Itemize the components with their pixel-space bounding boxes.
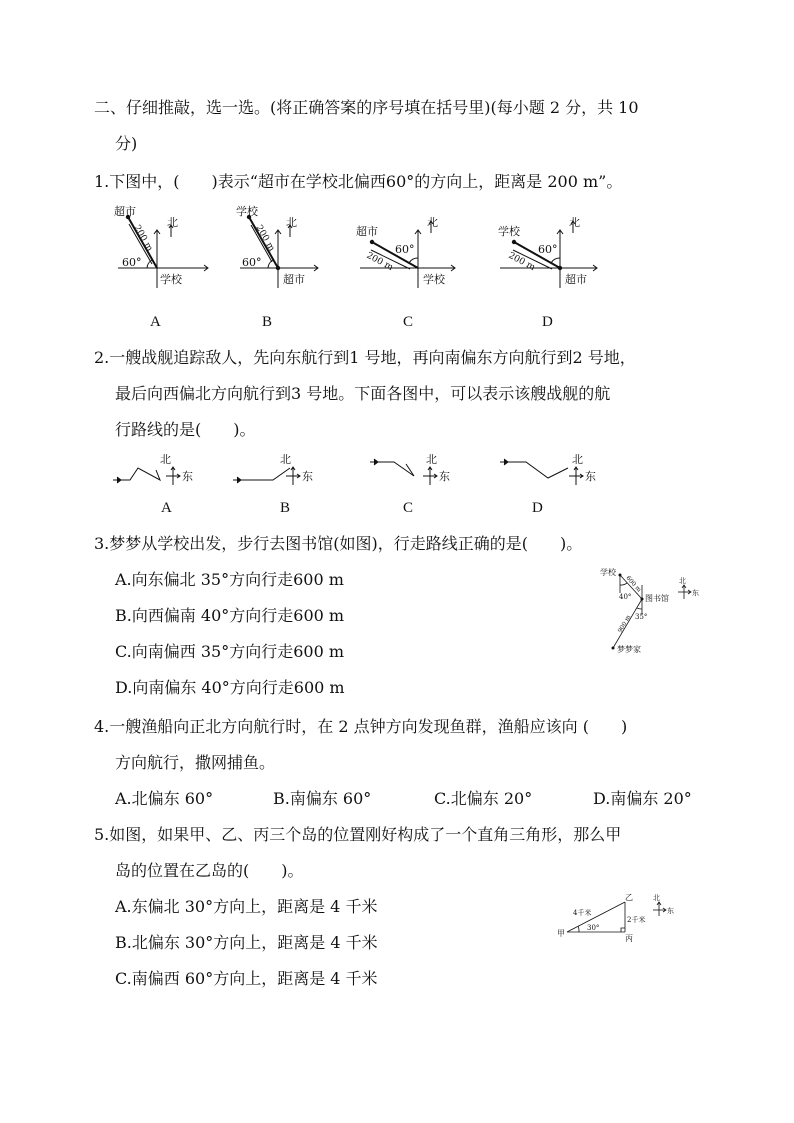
q3-option-d: D.向南偏东 40°方向行走600 m bbox=[115, 678, 345, 697]
q2-a-east: 东 bbox=[182, 470, 193, 483]
q3-map-east: 东 bbox=[692, 589, 699, 597]
q5-map-jia: 甲 bbox=[557, 929, 565, 938]
q1-label-d: D bbox=[542, 314, 553, 330]
fig-c-bottom: 学校 bbox=[423, 273, 445, 286]
section-title-cont: 分) bbox=[115, 134, 138, 153]
q3-map-d2: 900 m bbox=[616, 613, 633, 634]
q5-option-c: C.南偏西 60°方向上，距离是 4 千米 bbox=[115, 969, 378, 988]
q5-option-a: A.东偏北 30°方向上，距离是 4 千米 bbox=[115, 897, 378, 916]
fig-b-north: 北 bbox=[286, 216, 297, 229]
q3-map-home: 梦梦家 bbox=[617, 645, 641, 654]
q2-text-3: 行路线的是( )。 bbox=[115, 420, 256, 439]
q5-map-north: 北 bbox=[653, 894, 660, 902]
q3-map-north: 北 bbox=[679, 577, 686, 585]
q1-label-c: C bbox=[403, 314, 414, 330]
fig-d-distance: 200 m bbox=[506, 250, 537, 274]
q5-map-leg: 2千米 bbox=[627, 916, 646, 924]
fig-c-north: 北 bbox=[427, 216, 438, 229]
q2-label-c: C bbox=[403, 500, 414, 516]
q4-option-d: D.南偏东 20° bbox=[593, 789, 692, 808]
fig-d-north: 北 bbox=[569, 216, 580, 229]
q1-text: 1.下图中，( )表示“超市在学校北偏西60°的方向上，距离是 200 m”。 bbox=[94, 172, 623, 191]
q2-b-east: 东 bbox=[302, 470, 313, 483]
section-title: 二、仔细推敲，选一选。(将正确答案的序号填在括号里)(每小题 2 分，共 10 bbox=[94, 98, 639, 117]
fig-b-bottom: 超市 bbox=[283, 273, 305, 286]
q4-text-2: 方向航行，撒网捕鱼。 bbox=[115, 753, 276, 772]
q3-map-library: 图书馆 bbox=[645, 594, 669, 603]
q4-option-b: B.南偏东 60° bbox=[273, 789, 372, 808]
q4-text-1: 4.一艘渔船向正北方向航行时，在 2 点钟方向发现鱼群，渔船应该向 ( ) bbox=[94, 717, 628, 736]
fig-a-bottom: 学校 bbox=[160, 273, 182, 286]
q2-label-b: B bbox=[280, 500, 291, 516]
q2-c-north: 北 bbox=[426, 453, 437, 466]
q5-map-yi: 乙 bbox=[625, 893, 633, 902]
q1-figures bbox=[100, 195, 620, 295]
fig-c-angle: 60° bbox=[395, 243, 415, 256]
fig-b-top: 学校 bbox=[236, 205, 258, 218]
q2-text-2: 最后向西偏北方向航行到3 号地。下面各图中，可以表示该艘战舰的航 bbox=[115, 384, 611, 403]
q2-text-1: 2.一艘战舰追踪敌人，先向东航行到1 号地，再向南偏东方向航行到2 号地， bbox=[94, 348, 636, 367]
q3-option-b: B.向西偏南 40°方向行走600 m bbox=[115, 606, 345, 625]
q2-a-north: 北 bbox=[160, 453, 171, 466]
fig-a-distance: 200 m bbox=[131, 223, 155, 254]
q3-option-c: C.向南偏西 35°方向行走600 m bbox=[115, 642, 345, 661]
q3-map-a1: 40° bbox=[619, 593, 632, 601]
q2-d-east: 东 bbox=[585, 470, 596, 483]
q3-map-school: 学校 bbox=[600, 568, 616, 577]
q5-map-bing: 丙 bbox=[625, 934, 633, 943]
q5-option-b: B.北偏东 30°方向上，距离是 4 千米 bbox=[115, 933, 378, 952]
q5-text-2: 岛的位置在乙岛的( )。 bbox=[115, 861, 304, 880]
q2-b-north: 北 bbox=[280, 453, 291, 466]
q5-map-east: 东 bbox=[667, 907, 674, 915]
q3-text: 3.梦梦从学校出发，步行去图书馆(如图)，行走路线正确的是( )。 bbox=[94, 534, 583, 553]
q5-map-angle: 30° bbox=[587, 924, 600, 932]
fig-a-top: 超市 bbox=[114, 205, 136, 218]
q3-option-a: A.向东偏北 35°方向行走600 m bbox=[115, 570, 344, 589]
fig-c-top: 超市 bbox=[356, 225, 378, 238]
q2-label-d: D bbox=[532, 500, 543, 516]
q4-option-a: A.北偏东 60° bbox=[115, 789, 214, 808]
q5-map-hyp: 4千米 bbox=[573, 909, 592, 917]
q1-label-b: B bbox=[262, 314, 273, 330]
fig-a-north: 北 bbox=[167, 216, 178, 229]
fig-b-angle: 60° bbox=[242, 256, 262, 269]
q2-d-north: 北 bbox=[572, 453, 583, 466]
fig-c-distance: 200 m bbox=[364, 250, 395, 274]
q2-c-east: 东 bbox=[439, 470, 450, 483]
q2-route-figures bbox=[108, 450, 608, 490]
q5-text-1: 5.如图，如果甲、乙、丙三个岛的位置刚好构成了一个直角三角形，那么甲 bbox=[94, 825, 622, 844]
fig-d-angle: 60° bbox=[538, 243, 558, 256]
fig-d-top: 学校 bbox=[498, 225, 520, 238]
q5-triangle-map bbox=[555, 890, 695, 945]
q2-label-a: A bbox=[161, 500, 172, 516]
q1-label-a: A bbox=[150, 314, 161, 330]
q3-map-d1: 600 m bbox=[624, 574, 643, 594]
q3-map bbox=[595, 565, 710, 660]
fig-a-angle: 60° bbox=[122, 256, 142, 269]
fig-b-distance: 200 m bbox=[253, 223, 277, 254]
q4-option-c: C.北偏东 20° bbox=[434, 789, 533, 808]
fig-d-bottom: 超市 bbox=[565, 273, 587, 286]
q3-map-a2: 35° bbox=[635, 613, 648, 621]
